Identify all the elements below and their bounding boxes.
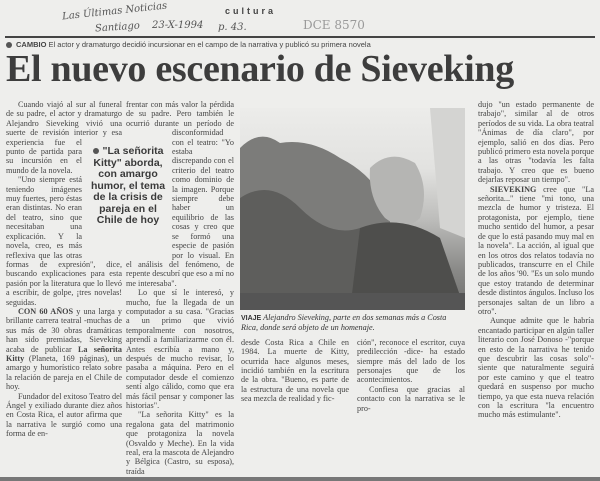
handwritten-city: Santiago <box>94 20 141 35</box>
bullet-icon <box>93 148 99 154</box>
section-label: cultura <box>225 6 277 16</box>
kicker-label: CAMBIO <box>16 40 47 49</box>
photo-image <box>240 108 465 310</box>
headline: El nuevo escenario de Sieveking <box>6 48 514 90</box>
paragraph: Aunque admite que le habría encantado participar en algún taller literario con José Donoso -"porque en esto de la narrativa he tenido que descubrir las cosas solo"- siente que naturalmente seguirá por este camino y que el teatro quedará en suspenso por mucho tiempo, ya que esta nueva relación con la escritura "la encuentro mucho más estimulante". <box>478 316 594 420</box>
lead-in: CON 60 AÑOS <box>18 306 74 316</box>
text: (Planeta, 169 páginas), un amargo y humorístico relato sobre la relación de pareja en el Chile de hoy. <box>6 353 122 392</box>
handwritten-date: 23-X-1994 <box>152 20 204 31</box>
catalog-code: DCE 8570 <box>303 18 365 32</box>
paragraph <box>478 185 594 317</box>
handwritten-page: p. 43. <box>218 22 247 33</box>
paragraph <box>6 307 122 392</box>
caption-text: Alejandro Sieveking, parte en dos semanas más a Costa Rica, donde será objeto de un homenaje. <box>241 313 447 333</box>
bottom-edge <box>0 477 600 481</box>
handwritten-source: Las Últimas Noticias <box>61 0 168 23</box>
paragraph: desde Costa Rica a Chile en 1984. La muerte de Kitty, ocurrida hace algunos meses, incidió también en la escritura de la obra. "Bueno, es parte de la estructura de una novela que sea mezcla de realidad y fic- <box>241 337 349 404</box>
text: cree que "La señorita..." tiene "mi tono, una mezcla de humor y tristeza. El protagonista, por ejemplo, tiene mucho sentido del humor, a pesar de que lo está pasando muy mal en la novela". La acción, al igual que en los otros dos relatos todavía no publicados, transcurre en el Chile de los años '90. "Es un solo mundo que estoy tratando de determinar desde distintos ángulos. Incluso los personajes saltan de un libro a otro". <box>478 184 594 316</box>
column-3 <box>241 338 349 413</box>
pull-quote <box>86 146 170 227</box>
column-4 <box>357 338 465 413</box>
paragraph: frentar con más valor la pérdida de su padre. Pero también le ocurrió durante un período de disconformidad con el teatro: "Yo estaba discrepando con el criterio del teatro como dominio de la imagen. Porque siempre debe haber un equilibrio de las cosas y creo que se formó una especie de pasión por lo visual. En el análisis del fenómeno, de repente descubrí que eso a mí no me interesaba". <box>126 100 234 288</box>
kicker-text: El actor y dramaturgo decidió incursionar en el campo de la narrativa y publicó su primera novela <box>48 40 371 49</box>
paragraph: Lo que sí le interesó, y mucho, fue la llegada de un computador a su casa. "Gracias a un primo que vivió temporalmente con nosotros, aprendí a familiarizarme con él. Antes escribía a mano y, después de mucho revisar, lo pasaba a máquina. Pero en el computador desde el comienzo sentí algo cálido, como que era más fácil pensar y componer las historias". <box>126 288 234 410</box>
paragraph: Cuando viajó al sur al funeral de su padre, el actor y dramaturgo Alejandro Sieveking vivió una suerte de revisión interior y esa experiencia fue el punto de partida para su incursión en el mundo de la novela. <box>6 100 122 175</box>
photo-caption <box>241 313 465 333</box>
photo-caption-and-columns <box>241 313 465 413</box>
paragraph: "Uno siempre está teniendo imágenes muy fuertes, pero éstas eran distintas. No eran del teatro, sino que necesitaban una explicación. Y la novela, creo, es más reflexiva que las otras formas de expresión", dice, buscando explicaciones para esta pasión por la literatura que lo llevó a escribir, de golpe, ¡tres novelas! seguidas. <box>6 175 122 307</box>
book-title: La señorita Kitty <box>6 344 122 363</box>
text: y una larga y brillante carrera teatral -muchas de sus más de 30 obras dramáticas han sido premiadas, Sieveking acaba de publicar <box>6 306 122 354</box>
photo-sieveking <box>240 108 465 310</box>
pull-quote-text: "La señorita Kitty" aborda, con amargo humor, el tema de la crisis de pareja en el Chile de hoy <box>90 145 166 226</box>
paragraph: Confiesa que gracias al contacto con la narrativa se le pro- <box>357 384 465 413</box>
column-5 <box>478 100 594 420</box>
header-rule <box>5 36 595 38</box>
caption-label: VIAJE <box>241 315 262 322</box>
paragraph: "La señorita Kitty" es la regalona gata del matrimonio que protagoniza la novela (Osvaldo y Meche). En la vida real, era la mascota de Alejandro y Bélgica (Castro, su esposa), traída <box>126 410 234 476</box>
paragraph: dujo "un estado permanente de trabajo", similar al de otros períodos de su vida. La obra teatral "Ánimas de día claro", por ejemplo, salió en dos días. Pero publicó primero esta novela porque a las otras "todavía les falta trabajo. Y creo que es bueno dejarlas reposar un tiempo". <box>478 100 594 185</box>
paragraph: Fundador del exitoso Teatro del Ángel y exiliado durante diez años en Costa Rica, el autor afirma que la narrativa le surgió como una forma de en- <box>6 391 122 439</box>
paragraph: ción", reconoce el escritor, cuya predilección -dice- ha estado siempre más del lado de los personajes que de los acontecimientos. <box>357 337 465 385</box>
lead-in: SIEVEKING <box>490 184 537 194</box>
